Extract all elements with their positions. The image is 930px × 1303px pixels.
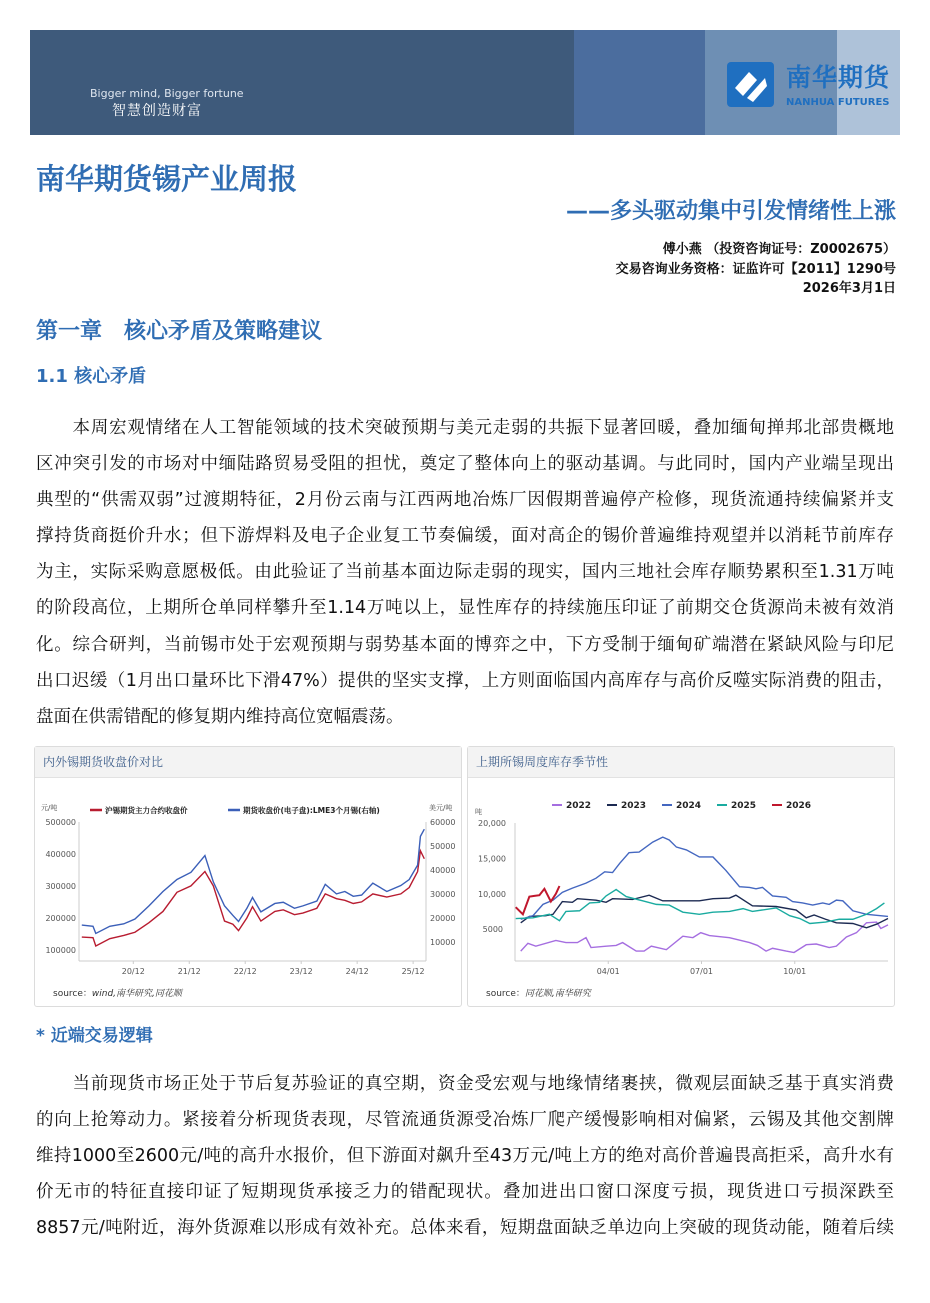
near-term-paragraph xyxy=(36,1066,894,1246)
chart-price-comparison xyxy=(34,746,462,1007)
chart-source xyxy=(53,989,182,1000)
series-line-2025 xyxy=(516,890,885,924)
paragraph-line: 区冲突引发的市场对中缅陆路贸易受阻的担忧，奠定了整体向上的驱动基调。与此同时，国内产业端呈现出 xyxy=(36,454,894,475)
chart-title: 内外锡期货收盘价对比 xyxy=(35,747,461,778)
x-tick-label: 20/12 xyxy=(121,967,145,976)
paragraph-line: 出口迟缓（1月出口量环比下滑47%）提供的坚实支撑，上方则面临国内高库存与高价反噬实际消费的阻击， xyxy=(36,670,894,691)
y-tick-label-right: 40000 xyxy=(430,865,456,875)
source-text: 同花顺,南华研究 xyxy=(524,989,591,999)
x-tick-label: 07/01 xyxy=(689,967,714,976)
legend-label: 2025 xyxy=(731,801,757,811)
paragraph-line: 化。综合研判，当前锡市处于宏观预期与弱势基本面的博弈之中，下方受制于缅甸矿端潜在紧缺风险与印尼 xyxy=(36,634,894,655)
paragraph-line: 撑持货商挺价升水；但下游焊料及电子企业复工节奏偏缓，面对高企的锡价普遍维持观望并以消耗节前库存 xyxy=(36,526,894,547)
legend-label: 2022 xyxy=(566,801,592,811)
y-tick-label-left: 500000 xyxy=(45,818,76,827)
banner-stripe xyxy=(574,30,705,135)
y-tick-label-right: 20000 xyxy=(430,913,456,923)
inventory-chart-svg xyxy=(468,747,896,1008)
y-axis-label-right: 美元/吨 xyxy=(429,804,453,812)
y-tick-label: 10,000 xyxy=(478,889,506,899)
series-line-2022 xyxy=(521,922,888,952)
y-tick-label: 20,000 xyxy=(478,819,506,828)
section-heading: 1.1 核心矛盾 xyxy=(36,366,147,387)
legend-label: 2023 xyxy=(621,801,647,811)
x-tick-label: 21/12 xyxy=(177,967,201,976)
logo-text-cn: 南华期货 xyxy=(786,63,891,92)
chapter-heading: 第一章 核心矛盾及策略建议 xyxy=(36,319,323,344)
paragraph-line: 价无市的特征直接印证了短期现货承接乏力的错配现状。叠加进出口窗口深度亏损，现货进口亏损深跌至 xyxy=(36,1182,894,1203)
nanhua-logo-icon xyxy=(727,62,774,107)
chart-title: 上期所锡周度库存季节性 xyxy=(468,747,894,778)
x-tick-label: 10/01 xyxy=(783,967,807,976)
y-tick-label-left: 100000 xyxy=(45,945,76,955)
logo-text-en: NANHUA FUTURES xyxy=(786,97,890,108)
y-tick-label-right: 50000 xyxy=(430,841,456,851)
paragraph-line: 为主，实际采购意愿极低。由此验证了当前基本面边际走弱的现实，国内三地社会库存顺势累积至1.31万吨 xyxy=(36,562,894,583)
y-tick-label-left: 300000 xyxy=(45,881,76,891)
paragraph-line: 的向上抢筹动力。紧接着分析现货表现，尽管流通货源受冶炼厂爬产缓慢影响相对偏紧，云锡及其他交割牌 xyxy=(36,1110,894,1131)
y-tick-label: 15,000 xyxy=(478,854,506,864)
y-tick-label-right: 10000 xyxy=(430,937,456,947)
y-tick-label-left: 400000 xyxy=(45,849,76,859)
source-label: source： xyxy=(486,989,525,999)
core-paragraph xyxy=(36,410,894,735)
source-label: source： xyxy=(53,989,92,999)
legend-label: 期货收盘价(电子盘):LME3个月锡(右轴) xyxy=(243,806,380,815)
y-axis-label-left: 元/吨 xyxy=(41,804,58,812)
legend-label: 2026 xyxy=(786,801,812,811)
report-date: 2026年3月1日 xyxy=(802,281,896,296)
chart-inventory-seasonality xyxy=(467,746,895,1007)
author: 傅小燕 （投资咨询证号：Z0002675） xyxy=(662,242,896,257)
y-axis-label: 吨 xyxy=(475,808,482,816)
y-tick-label-left: 200000 xyxy=(45,913,76,923)
license: 交易咨询业务资格：证监许可【2011】1290号 xyxy=(615,262,896,277)
tagline-en: Bigger mind, Bigger fortune xyxy=(90,87,244,100)
series-line-lme xyxy=(82,829,425,933)
chart-source xyxy=(486,989,591,1000)
x-tick-label: 24/12 xyxy=(345,967,369,976)
paragraph-line: 典型的“供需双弱”过渡期特征，2月份云南与江西两地冶炼厂因假期普遍停产检修，现货流通持续偏紧并支 xyxy=(36,490,894,511)
y-tick-label-right: 60000 xyxy=(430,818,456,827)
y-tick-label: 5000 xyxy=(482,925,503,935)
paragraph-line: 盘面在供需错配的修复期内维持高位宽幅震荡。 xyxy=(36,706,404,727)
legend-label: 沪锡期货主力合约收盘价 xyxy=(105,806,188,815)
paragraph-line: 本周宏观情绪在人工智能领域的技术突破预期与美元走弱的共振下显著回暖，叠加缅甸掸邦北部贵概地 xyxy=(36,418,894,438)
report-title: 南华期货锡产业周报 xyxy=(36,162,298,196)
paragraph-line: 维持1000至2600元/吨的高升水报价，但下游面对飙升至43万元/吨上方的绝对高价普遍畏高拒采，高升水有 xyxy=(36,1146,894,1167)
paragraph-line: 8857元/吨附近，海外货源难以形成有效补充。总体来看，短期盘面缺乏单边向上突破的现货动能，随着后续 xyxy=(36,1218,894,1239)
series-line-2024 xyxy=(521,837,888,919)
header-banner xyxy=(30,30,900,135)
x-tick-label: 23/12 xyxy=(289,967,313,976)
x-tick-label: 04/01 xyxy=(596,967,620,976)
y-tick-label-right: 30000 xyxy=(430,889,456,899)
report-subtitle: ——多头驱动集中引发情绪性上涨 xyxy=(565,199,896,224)
subsection-heading: * 近端交易逻辑 xyxy=(36,1026,153,1046)
legend-label: 2024 xyxy=(676,801,702,811)
price-chart-svg xyxy=(35,747,463,1008)
tagline-cn: 智慧创造财富 xyxy=(112,103,202,119)
paragraph-line: 的阶段高位，上期所仓单同样攀升至1.14万吨以上，显性库存的持续施压印证了前期交仓货源尚未被有效消 xyxy=(36,598,894,619)
paragraph-line: 当前现货市场正处于节后复苏验证的真空期，资金受宏观与地缘情绪裹挟，微观层面缺乏基于真实消费 xyxy=(36,1074,894,1094)
x-tick-label: 22/12 xyxy=(233,967,257,976)
x-tick-label: 25/12 xyxy=(401,967,425,976)
source-text: wind,南华研究,同花顺 xyxy=(91,989,182,999)
